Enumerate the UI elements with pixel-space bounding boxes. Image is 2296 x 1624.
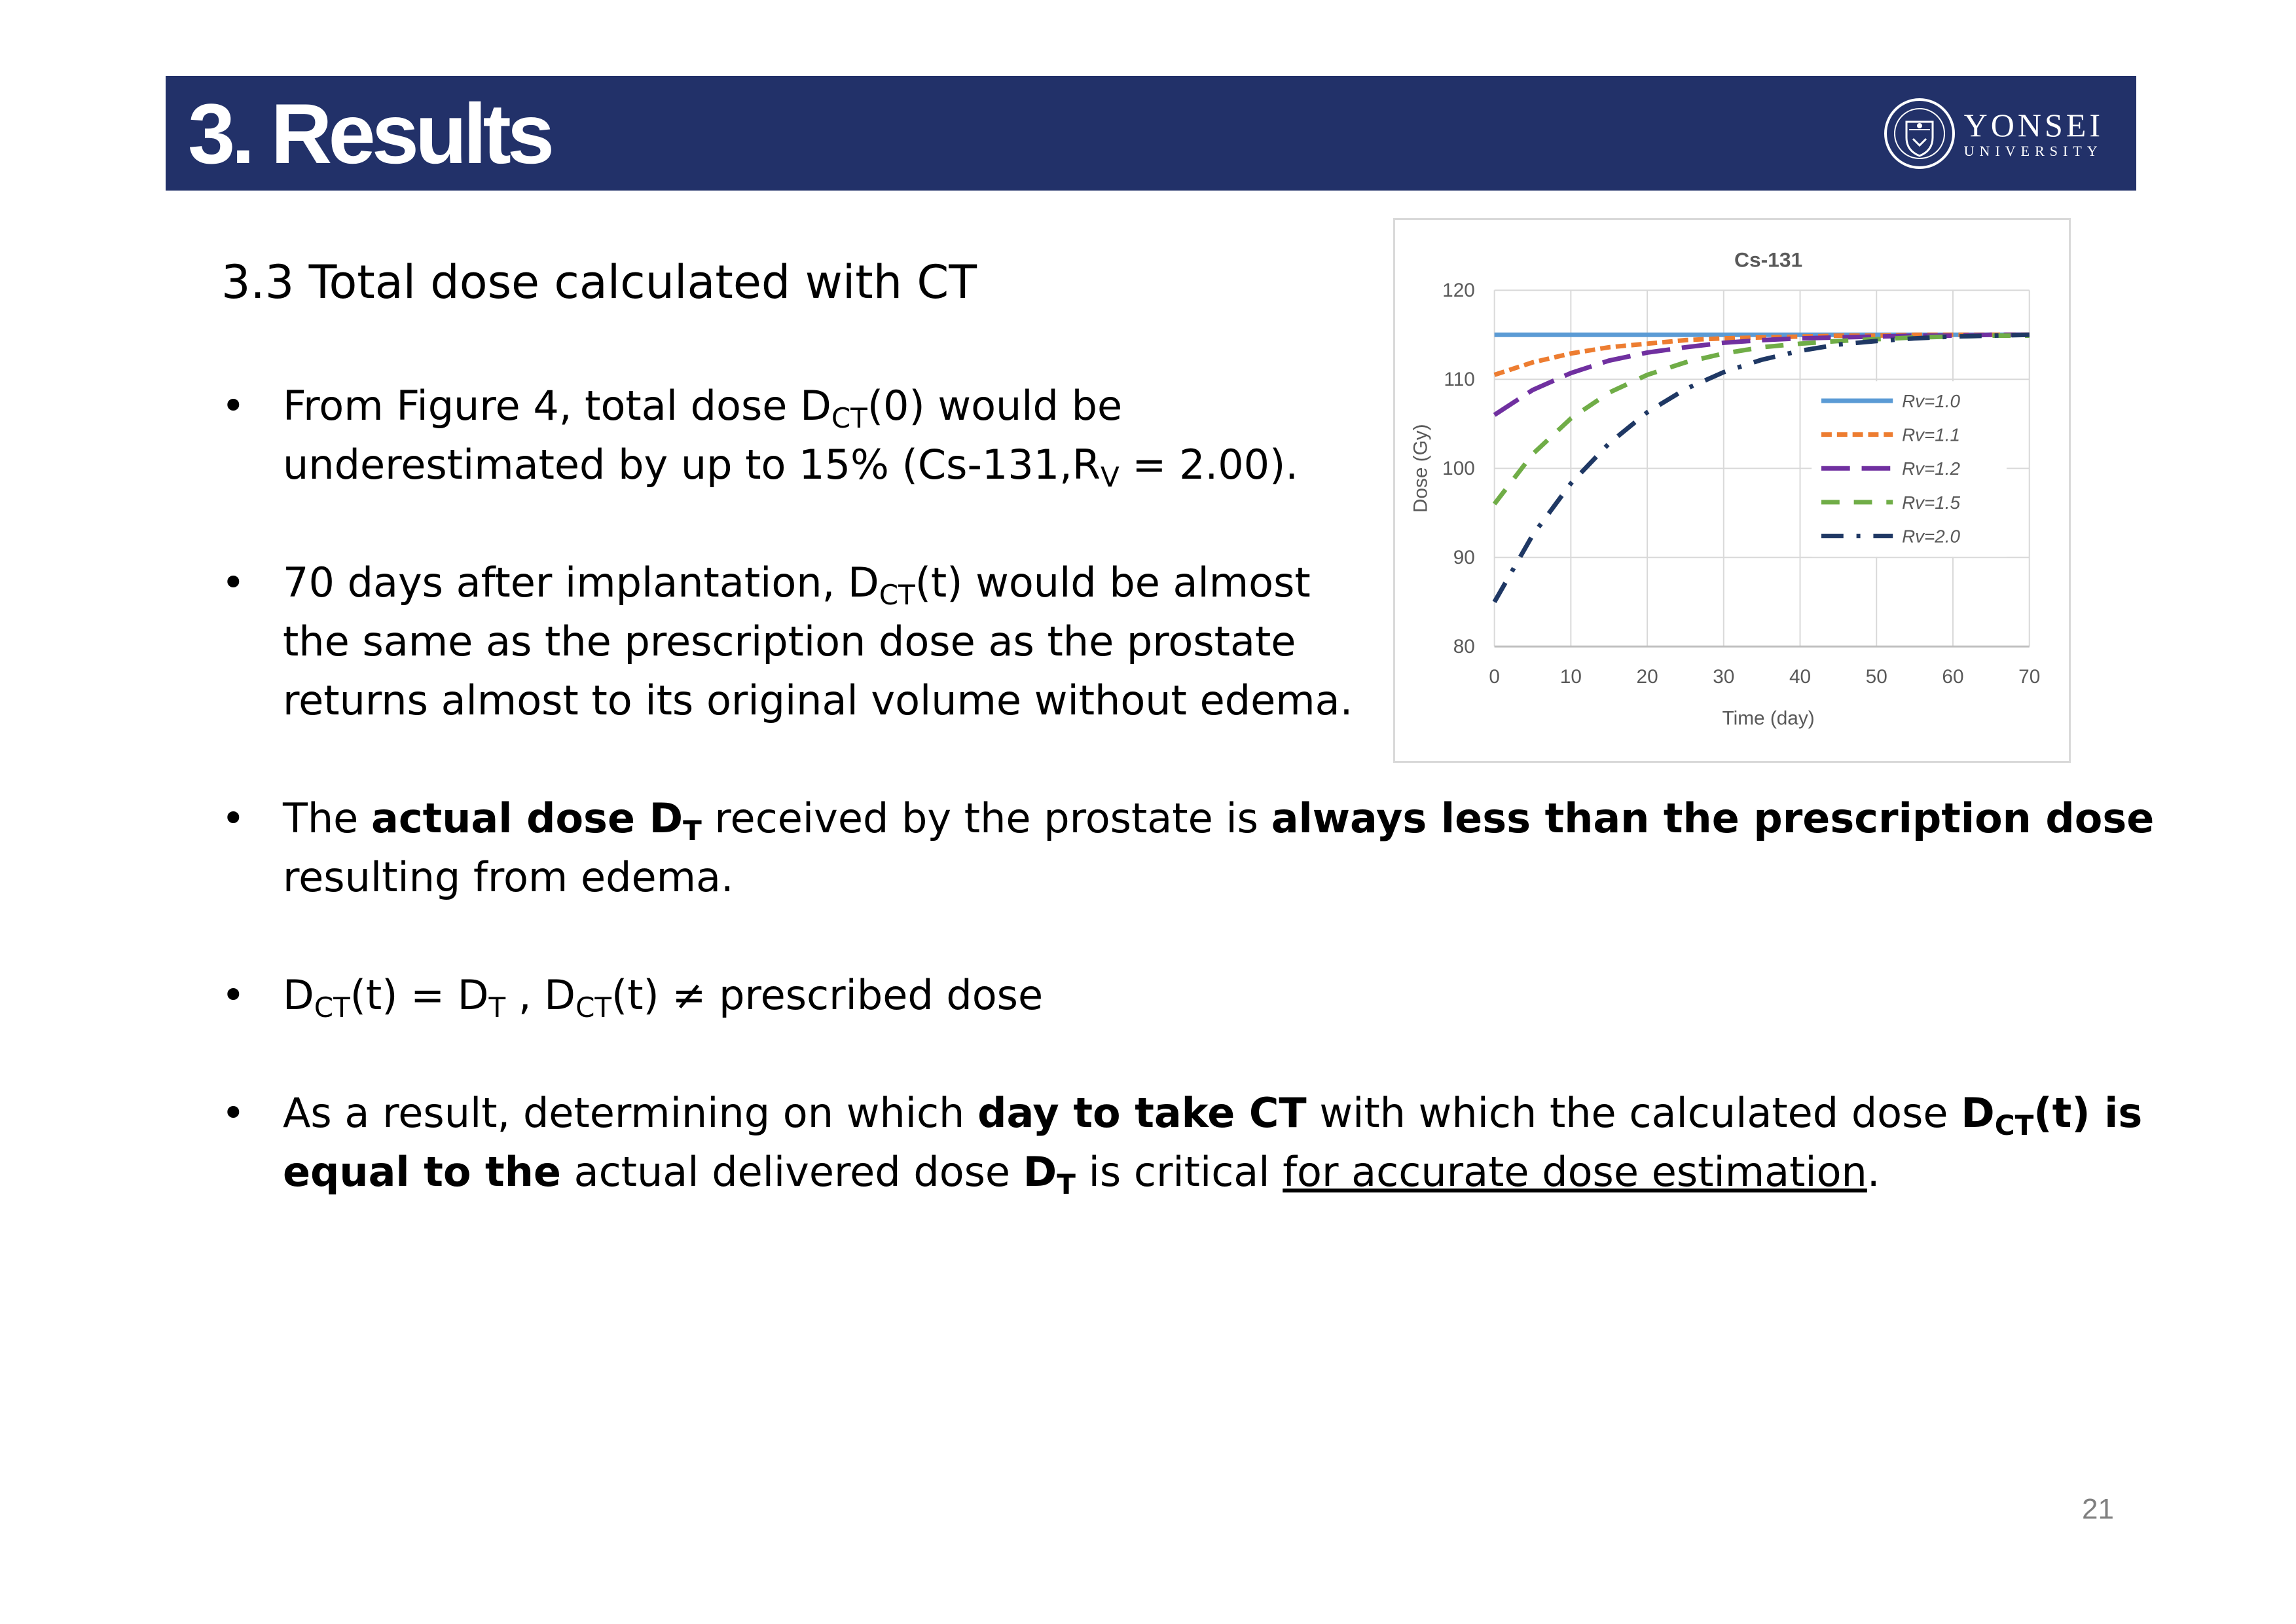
legend-label: Rv=2.0 (1902, 526, 1960, 547)
x-axis-label: Time (day) (1722, 707, 1815, 729)
section-heading: 3.3 Total dose calculated with CT (221, 255, 977, 309)
bullet-actual-dose: The actual dose $D_T$ received by the prostate is always less than the prescription dose resulting from edema. (283, 794, 2155, 901)
x-tick-label: 40 (1789, 665, 1812, 688)
dose-chart (1393, 218, 2071, 763)
bullet-marker: • (221, 1089, 246, 1137)
y-tick-label: 100 (1442, 458, 1475, 480)
x-tick-label: 10 (1559, 665, 1582, 688)
logo-name: YONSEI (1963, 107, 2104, 143)
chart-title: Cs-131 (1734, 248, 1803, 272)
logo-subtitle: UNIVERSITY (1963, 143, 2103, 159)
x-tick-label: 30 (1713, 665, 1735, 688)
x-tick-label: 60 (1942, 665, 1964, 688)
bullet-underestimated-dose: From Figure 4, total dose $D_{CT}(0)$ would be underestimated by up to 15% $(Cs-131,R_V = 2.00)$. (283, 382, 1299, 493)
bullet-70-days: 70 days after implantation, $D_{CT}(t)$ would be almost the same as the prescription dose as the prostate returns almost to its original volume without edema. (283, 559, 1353, 724)
y-tick-label: 80 (1453, 636, 1475, 658)
bullet-equation: $D_{CT}(t) = D_T$ , $D_{CT}(t)$ ≠ prescribed dose (283, 971, 1044, 1024)
page-number: 21 (2082, 1493, 2114, 1525)
y-tick-label: 110 (1444, 369, 1475, 391)
bullet-marker: • (221, 794, 246, 842)
x-tick-label: 0 (1489, 665, 1500, 688)
y-axis-label: Dose (Gy) (1410, 424, 1432, 513)
legend-label: Rv=1.1 (1902, 424, 1960, 445)
y-tick-label: 120 (1442, 280, 1475, 302)
legend-label: Rv=1.2 (1902, 458, 1960, 479)
x-tick-label: 70 (2018, 665, 2041, 688)
chart-svg (1395, 220, 2069, 761)
legend-label: Rv=1.0 (1902, 390, 1960, 411)
bullet-marker: • (221, 382, 246, 430)
bullet-marker: • (221, 971, 246, 1019)
y-tick-label: 90 (1453, 547, 1475, 569)
bullet-marker: • (221, 559, 246, 606)
slide-title: 3. Results (188, 86, 551, 181)
legend-label: Rv=1.5 (1902, 492, 1960, 513)
series-line (1495, 335, 2030, 375)
bullet-conclusion: As a result, determining on which day to take CT with which the calculated dose $D_{CT}(t)$ is equal to the actual delivered dose $D_T$ is critical for accurate dose estimation. (283, 1089, 2143, 1200)
x-tick-label: 20 (1636, 665, 1658, 688)
x-tick-label: 50 (1865, 665, 1887, 688)
